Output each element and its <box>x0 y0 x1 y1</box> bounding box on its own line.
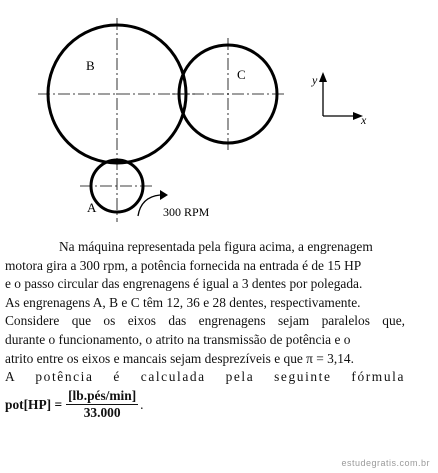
power-formula <box>5 388 144 421</box>
formula-fraction <box>66 388 138 421</box>
problem-line-8: A potência é calculada pela seguinte fórmula <box>5 369 405 385</box>
axis-x-label: x <box>361 113 367 127</box>
problem-statement <box>5 238 405 387</box>
rotation-arrowhead-icon <box>160 190 168 200</box>
problem-line-2: motora gira a 300 rpm, a potência fornecida na entrada é de 15 HP <box>5 257 362 273</box>
problem-line-6: durante o funcionamento, o atrito na transmissão de potência e o <box>5 331 351 347</box>
formula-numerator: [lb.pés/min] <box>68 388 137 403</box>
gear-train-figure <box>0 0 438 232</box>
formula-denominator: 33.000 <box>83 405 121 420</box>
problem-line-1: Na máquina representada pela figura acima, a engrenagem <box>59 239 373 254</box>
gear-c-label: C <box>237 67 246 82</box>
watermark: estudegratis.com.br <box>341 458 430 468</box>
speed-label: 300 RPM <box>163 205 210 219</box>
axis-y-label: y <box>312 73 318 87</box>
problem-line-3: e o passo circular das engrenagens é igual a 3 dentes por polegada. <box>5 276 363 292</box>
gear-a-label: A <box>87 200 97 215</box>
formula-trailing: . <box>140 396 144 412</box>
formula-lhs: pot[HP] = <box>5 396 63 412</box>
problem-line-7: atrito entre os eixos e mancais sejam desprezíveis e que π = 3,14. <box>5 350 354 366</box>
gear-b-label: B <box>86 58 95 73</box>
problem-line-4: As engrenagens A, B e C têm 12, 36 e 28 dentes, respectivamente. <box>5 294 361 310</box>
problem-line-5: Considere que os eixos das engrenagens sejam paralelos que, <box>5 313 405 329</box>
y-axis-arrowhead-icon <box>319 72 327 82</box>
